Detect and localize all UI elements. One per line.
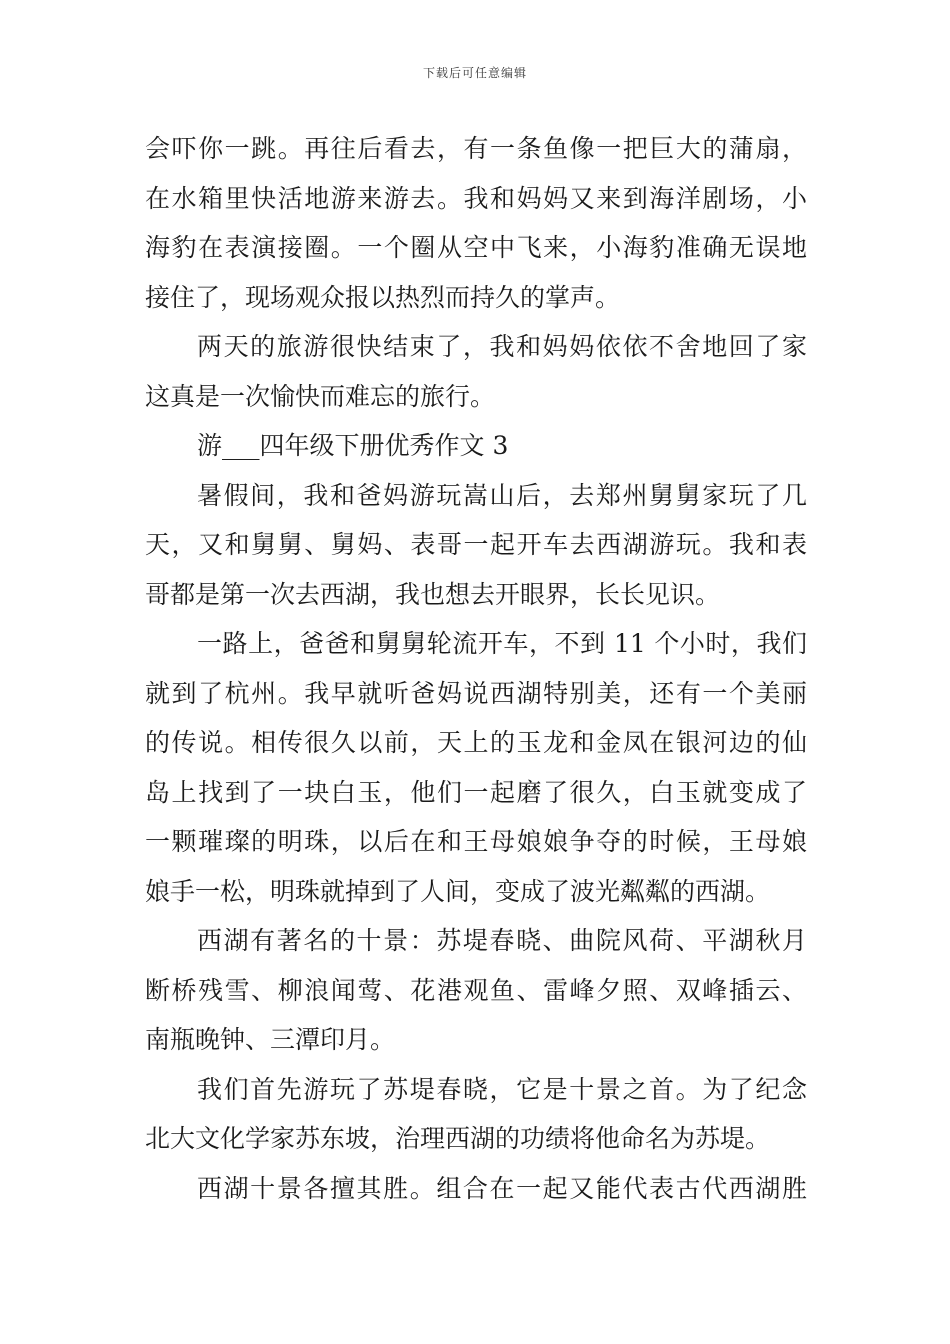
text-line: 会吓你一跳。再往后看去，有一条鱼像一把巨大的蒲扇，: [145, 134, 807, 163]
text-line: 西湖有著名的十景：苏堤春晓、曲院风荷、平湖秋月: [197, 926, 807, 955]
text-line: 的传说。相传很久以前，天上的玉龙和金凤在银河边的仙: [145, 728, 807, 757]
text-line: 娘手一松，明珠就掉到了人间，变成了波光粼粼的西湖。: [145, 876, 771, 906]
text-line: 两天的旅游很快结束了，我和妈妈依依不舍地回了家: [197, 332, 807, 361]
text-line: 接住了，现场观众报以热烈而持久的掌声。: [145, 282, 621, 312]
text-line: 就到了杭州。我早就听爸妈说西湖特别美，还有一个美丽: [145, 678, 807, 708]
page-header-note: 下载后可任意编辑: [422, 66, 527, 80]
section-heading: 游___四年级下册优秀作文 3: [197, 431, 509, 460]
text-line: 岛上找到了一块白玉，他们一起磨了很久，白玉就变成了: [145, 777, 807, 807]
text-line: 西湖十景各擅其胜。组合在一起又能代表古代西湖胜: [197, 1173, 807, 1203]
text-line: 暑假间，我和爸妈游玩嵩山后，去郑州舅舅家玩了几: [197, 480, 807, 510]
text-line: 海豹在表演接圈。一个圈从空中飞来，小海豹准确无误地: [145, 233, 807, 262]
text-line: 这真是一次愉快而难忘的旅行。: [145, 381, 496, 411]
text-line: 一路上，爸爸和舅舅轮流开车，不到 11 个小时，我们: [197, 629, 807, 658]
text-line: 一颗璀璨的明珠，以后在和王母娘娘争夺的时候，王母娘: [145, 827, 807, 856]
text-line: 断桥残雪、柳浪闻莺、花港观鱼、雷峰夕照、双峰插云、: [145, 975, 807, 1005]
text-line: 我们首先游玩了苏堤春晓，它是十景之首。为了纪念: [197, 1074, 807, 1104]
text-line: 哥都是第一次去西湖，我也想去开眼界，长长见识。: [145, 579, 721, 609]
text-line: 天，又和舅舅、舅妈、表哥一起开车去西湖游玩。我和表: [145, 530, 807, 559]
text-line: 北大文化学家苏东坡，治理西湖的功绩将他命名为苏堤。: [145, 1124, 771, 1153]
text-line: 南瓶晚钟、三潭印月。: [145, 1025, 396, 1054]
text-line: 在水箱里快活地游来游去。我和妈妈又来到海洋剧场，小: [145, 183, 807, 213]
document-body: [145, 124, 807, 1213]
